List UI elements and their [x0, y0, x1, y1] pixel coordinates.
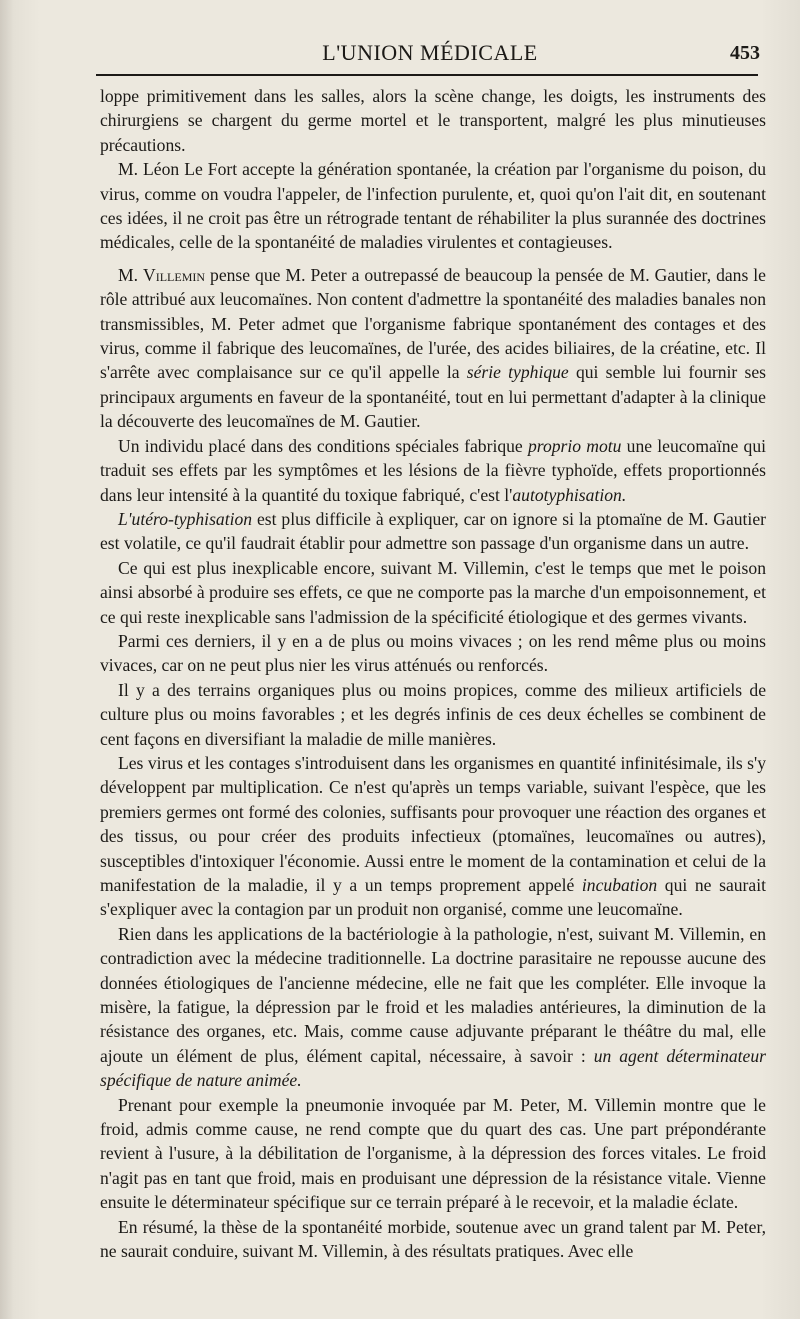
paragraph-4: [100, 434, 766, 507]
paragraph-text: Ce qui est plus inexplicable encore, suivant M. Villemin, c'est le temps que met le poison ainsi absorbé à produire ses effets, ce que ne comporte pas la marche d'un empoisonnement, et ce qui reste inexplicable sans l'admission de la spécificité étiologique et des germes vivants.: [100, 557, 766, 627]
paragraph-6: [100, 556, 766, 629]
emphasis-text: un agent déterminateur spécifique de nature animée.: [100, 1045, 766, 1091]
paragraph-2: [100, 157, 766, 255]
emphasis-text: L'utéro-typhisation: [118, 508, 253, 529]
paragraph-text: M. Léon Le Fort accepte la génération spontanée, la création par l'organisme du poison, du virus, comme on voudra l'appeler, de l'infection purulente, et, quoi qu'on l'ait dit, en soutenant ces idées, il ne croit pas être un rétrograde tentant de réhabiliter la plus surannée des doctrines médicales, celle de la spontanéité de maladies virulentes et contagieuses.: [100, 159, 766, 253]
paragraph-text: Les virus et les contages s'introduisent dans les organismes en quantité infinitésimale, ils s'y développent par multiplication. Ce n'est qu'après un temps variable, suivant l'espèce, que les premiers germes ont formé des colonies, suffisants pour provoquer une réaction des organes et des tissus, ou pour créer des produits infectieux (ptomaïnes, leucomaïnes ou autres), susceptibles d'intoxiquer l'économie. Aussi entre le moment de la contamination et celui de la manifestation de la maladie, il y a un temps proprement appelé: [100, 752, 766, 895]
paragraph-text: Un individu placé dans des conditions spéciales fabrique: [118, 435, 528, 456]
paragraph-8: [100, 678, 766, 751]
emphasis-text: proprio motu: [527, 435, 622, 456]
emphasis-text-2: autotyphisation.: [512, 484, 627, 505]
emphasis-text: incubation: [581, 875, 658, 895]
paragraph-12: [100, 1215, 766, 1264]
page-header: [96, 36, 764, 76]
paragraph-text: En résumé, la thèse de la spontanéité morbide, soutenue avec un grand talent par M. Peter, ne saurait conduire, suivant M. Villemin, à des résultats pratiques. Avec elle: [100, 1216, 766, 1262]
paragraph-10: [100, 922, 766, 1093]
paragraph-text: pense que M. Peter a outrepassé de beaucoup la pensée de M. Gautier, dans le rôle attribué aux leucomaïnes. Non content d'admettre la spontanéité des maladies banales non transmissibles, M. Peter admet que l'organisme fabrique spontanément des contages et des virus, comme il fabrique des leucomaïnes, de l'urée, des acides biliaires, de la créatine, etc. Il s'arrête avec complaisance sur ce qu'il appelle la: [100, 264, 766, 383]
speaker-name: Villemin: [143, 264, 206, 285]
paragraph-text: Il y a des terrains organiques plus ou moins propices, comme des milieux artificiels de culture plus ou moins favorables ; et les degrés infinis de ces deux échelles se combinent de cent façons en diversifiant la maladie de mille manières.: [100, 679, 766, 749]
paragraph-11: [100, 1093, 766, 1215]
paragraph-text-after: une leucomaïne qui traduit ses effets par les symptômes et les lésions de la fièvre typhoïde, effets proportionnés dans leur intensité à la quantité du toxique fabriqué, c'est l': [100, 435, 767, 505]
paragraph-9: [100, 751, 766, 922]
paragraph-3: [100, 263, 766, 434]
paragraph-text: loppe primitivement dans les salles, alors la scène change, les doigts, les instruments des chirurgiens se chargent du germe mortel et le transportent, malgré les plus minutieuses précautions.: [100, 86, 766, 155]
paragraph-text-after: est plus difficile à expliquer, car on ignore si la ptomaïne de M. Gautier est volatile, ce qu'il faudrait établir pour admettre son passage d'un organisme dans un autre.: [100, 508, 766, 554]
paragraph-7: [100, 629, 766, 678]
running-title: L'UNION MÉDICALE: [322, 40, 538, 65]
paragraph-text-after: qui ne saurait s'expliquer avec la contagion par un produit non organisé, comme une leucomaïne.: [100, 875, 766, 920]
paragraph-prefix: M.: [118, 264, 144, 285]
page-number: 453: [730, 42, 760, 64]
article-body: [100, 84, 766, 1264]
header-rule: [96, 74, 758, 76]
paragraph-text: Parmi ces derniers, il y en a de plus ou moins vivaces ; on les rend même plus ou moins vivaces, car on ne peut plus nier les virus atténués ou renforcés.: [100, 630, 766, 676]
emphasis-text: série typhique: [466, 362, 569, 383]
paragraph-1: [100, 84, 766, 157]
paragraph-text: Prenant pour exemple la pneumonie invoquée par M. Peter, M. Villemin montre que le froid, admis comme cause, ne rend compte que du quart des cas. Une part prépondérante revient à l'usure, à la débilitation de l'organisme, à la dépression des forces vitales. Le froid n'agit pas en tant que froid, mais en produisant une dépression de la résistance vitale. Vienne ensuite le déterminateur spécifique sur ce terrain préparé à le recevoir, et la maladie éclate.: [100, 1094, 766, 1213]
paragraph-5: [100, 507, 766, 556]
paragraph-text: Rien dans les applications de la bactériologie à la pathologie, n'est, suivant M. Villemin, en contradiction avec la médecine traditionnelle. La doctrine parasitaire ne repousse aucune des données étiologiques de l'ancienne médecine, elle ne fait que les compléter. Elle invoque la misère, la fatigue, la dépression par le froid et les maladies antérieures, la diminution de la résistance des organes, etc. Mais, comme cause adjuvante préparant le théâtre du mal, elle ajoute un élément de plus, élément capital, nécessaire, à savoir :: [100, 923, 766, 1066]
paragraph-text-after: qui semble lui fournir ses principaux arguments en faveur de la spontanéité, tout en lui permettant d'adapter à la clinique la découverte des leucomaïnes de M. Gautier.: [100, 362, 766, 432]
